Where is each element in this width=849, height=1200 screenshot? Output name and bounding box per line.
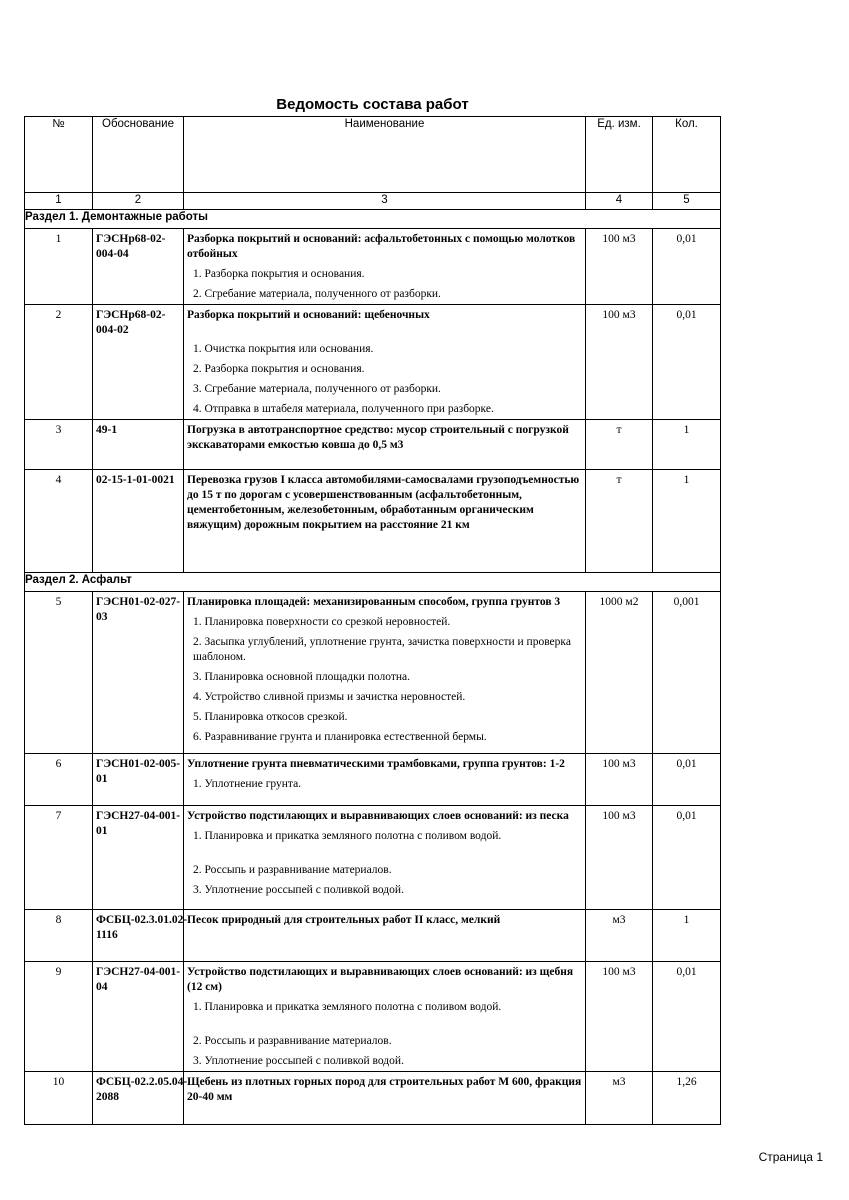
row-number: 4 xyxy=(25,470,93,573)
work-name-cell xyxy=(184,592,586,754)
table-row xyxy=(25,806,721,910)
work-step: 3. Сгребание материала, полученного от разборки. xyxy=(193,383,441,395)
work-name: Уплотнение грунта пневматическими трамбовками, группа грунтов: 1-2 xyxy=(187,758,565,770)
work-name: Разборка покрытий и оснований: асфальтобетонных с помощью молотков отбойных xyxy=(187,233,576,260)
work-step: 2. Россыпь и разравнивание материалов. xyxy=(193,1035,392,1047)
work-step: 3. Уплотнение россыпей с поливкой водой. xyxy=(193,1055,404,1067)
quantity: 1 xyxy=(653,910,721,962)
column-number: 3 xyxy=(184,193,586,210)
row-number: 7 xyxy=(25,806,93,910)
table-row xyxy=(25,1072,721,1125)
work-name-cell xyxy=(184,1072,586,1125)
work-step: 1. Планировка и прикатка земляного полотна с поливом водой. xyxy=(193,1001,502,1013)
work-name: Перевозка грузов I класса автомобилями-самосвалами грузоподъемностью до 15 т по дорогам с усовершенствованным (асфальтобетонным, цементобетонным, железобетонным, обработанным органическим вяжущим) дорожным покрытием на расстояние 21 км xyxy=(187,474,580,531)
table-row xyxy=(25,910,721,962)
section-title: Раздел 1. Демонтажные работы xyxy=(25,210,721,229)
row-number: 9 xyxy=(25,962,93,1072)
work-name: Погрузка в автотранспортное средство: мусор строительный с погрузкой экскаваторами емкостью ковша до 0,5 м3 xyxy=(187,424,569,451)
document-title: Ведомость состава работ xyxy=(276,96,469,113)
work-name: Разборка покрытий и оснований: щебеночных xyxy=(187,309,430,321)
work-step: 2. Разборка покрытия и основания. xyxy=(193,363,365,375)
work-step: 3. Планировка основной площадки полотна. xyxy=(193,671,411,683)
work-name-cell xyxy=(184,420,586,470)
row-number: 3 xyxy=(25,420,93,470)
work-name-cell xyxy=(184,229,586,305)
basis-code: 49-1 xyxy=(93,420,184,470)
row-number: 1 xyxy=(25,229,93,305)
work-step: 4. Устройство сливной призмы и зачистка неровностей. xyxy=(193,691,466,703)
column-number: 5 xyxy=(653,193,721,210)
work-name-cell xyxy=(184,962,586,1072)
table-row xyxy=(25,305,721,420)
unit: 1000 м2 xyxy=(586,592,653,754)
basis-code: ГЭСН27-04-001-04 xyxy=(93,962,184,1072)
unit: м3 xyxy=(586,910,653,962)
header-no: № xyxy=(25,117,93,193)
work-step: 3. Уплотнение россыпей с поливкой водой. xyxy=(193,884,404,896)
work-step: 1. Разборка покрытия и основания. xyxy=(193,268,365,280)
work-name-cell xyxy=(184,305,586,420)
unit: т xyxy=(586,420,653,470)
work-name-cell xyxy=(184,910,586,962)
work-step: 2. Россыпь и разравнивание материалов. xyxy=(193,864,392,876)
basis-code: ГЭСН01-02-027-03 xyxy=(93,592,184,754)
table-row xyxy=(25,470,721,573)
header-name: Наименование xyxy=(184,117,586,193)
column-number: 1 xyxy=(25,193,93,210)
quantity: 1 xyxy=(653,470,721,573)
quantity: 0,001 xyxy=(653,592,721,754)
table-row xyxy=(25,229,721,305)
work-name: Щебень из плотных горных пород для строительных работ М 600, фракция 20-40 мм xyxy=(187,1076,582,1103)
works-table xyxy=(24,116,721,1125)
basis-code: ГЭСНр68-02-004-04 xyxy=(93,229,184,305)
row-number: 10 xyxy=(25,1072,93,1125)
quantity: 0,01 xyxy=(653,305,721,420)
section-header xyxy=(25,210,721,229)
column-number: 2 xyxy=(93,193,184,210)
work-name: Планировка площадей: механизированным способом, группа грунтов 3 xyxy=(187,596,561,608)
work-step: 1. Планировка поверхности со срезкой неровностей. xyxy=(193,616,451,628)
unit: м3 xyxy=(586,1072,653,1125)
row-number: 2 xyxy=(25,305,93,420)
quantity: 1,26 xyxy=(653,1072,721,1125)
table-row xyxy=(25,592,721,754)
unit: 100 м3 xyxy=(586,754,653,806)
unit: 100 м3 xyxy=(586,305,653,420)
work-step: 4. Отправка в штабеля материала, полученного при разборке. xyxy=(193,403,494,415)
work-name: Песок природный для строительных работ II класс, мелкий xyxy=(187,914,501,926)
work-name: Устройство подстилающих и выравнивающих слоев оснований: из песка xyxy=(187,810,569,822)
quantity: 0,01 xyxy=(653,806,721,910)
work-name-cell xyxy=(184,754,586,806)
table-row xyxy=(25,754,721,806)
basis-code: ГЭСН01-02-005-01 xyxy=(93,754,184,806)
column-number-row xyxy=(25,193,721,210)
section-header xyxy=(25,573,721,592)
work-step: 2. Сгребание материала, полученного от разборки. xyxy=(193,288,441,300)
section-title: Раздел 2. Асфальт xyxy=(25,573,721,592)
basis-code: ГЭСН27-04-001-01 xyxy=(93,806,184,910)
column-number: 4 xyxy=(586,193,653,210)
work-step: 5. Планировка откосов срезкой. xyxy=(193,711,348,723)
work-step: 1. Очистка покрытия или основания. xyxy=(193,343,374,355)
table-row xyxy=(25,962,721,1072)
row-number: 5 xyxy=(25,592,93,754)
basis-code: ФСБЦ-02.3.01.02-1116 xyxy=(93,910,184,962)
quantity: 0,01 xyxy=(653,754,721,806)
quantity: 0,01 xyxy=(653,229,721,305)
basis-code: 02-15-1-01-0021 xyxy=(93,470,184,573)
work-step: 1. Планировка и прикатка земляного полотна с поливом водой. xyxy=(193,830,502,842)
header-qty: Кол. xyxy=(653,117,721,193)
table-row xyxy=(25,420,721,470)
work-step: 2. Засыпка углублений, уплотнение грунта, зачистка поверхности и проверка шаблоном. xyxy=(193,636,571,663)
page-number: Страница 1 xyxy=(758,1150,823,1164)
basis-code: ГЭСНр68-02-004-02 xyxy=(93,305,184,420)
unit: 100 м3 xyxy=(586,962,653,1072)
basis-code: ФСБЦ-02.2.05.04-2088 xyxy=(93,1072,184,1125)
row-number: 8 xyxy=(25,910,93,962)
work-name: Устройство подстилающих и выравнивающих слоев оснований: из щебня (12 см) xyxy=(187,966,574,993)
work-name-cell xyxy=(184,470,586,573)
quantity: 1 xyxy=(653,420,721,470)
work-name-cell xyxy=(184,806,586,910)
header-row xyxy=(25,117,721,193)
work-step: 6. Разравнивание грунта и планировка естественной бермы. xyxy=(193,731,487,743)
unit: 100 м3 xyxy=(586,806,653,910)
unit: т xyxy=(586,470,653,573)
work-step: 1. Уплотнение грунта. xyxy=(193,778,302,790)
row-number: 6 xyxy=(25,754,93,806)
header-unit: Ед. изм. xyxy=(586,117,653,193)
unit: 100 м3 xyxy=(586,229,653,305)
quantity: 0,01 xyxy=(653,962,721,1072)
header-basis: Обоснование xyxy=(93,117,184,193)
